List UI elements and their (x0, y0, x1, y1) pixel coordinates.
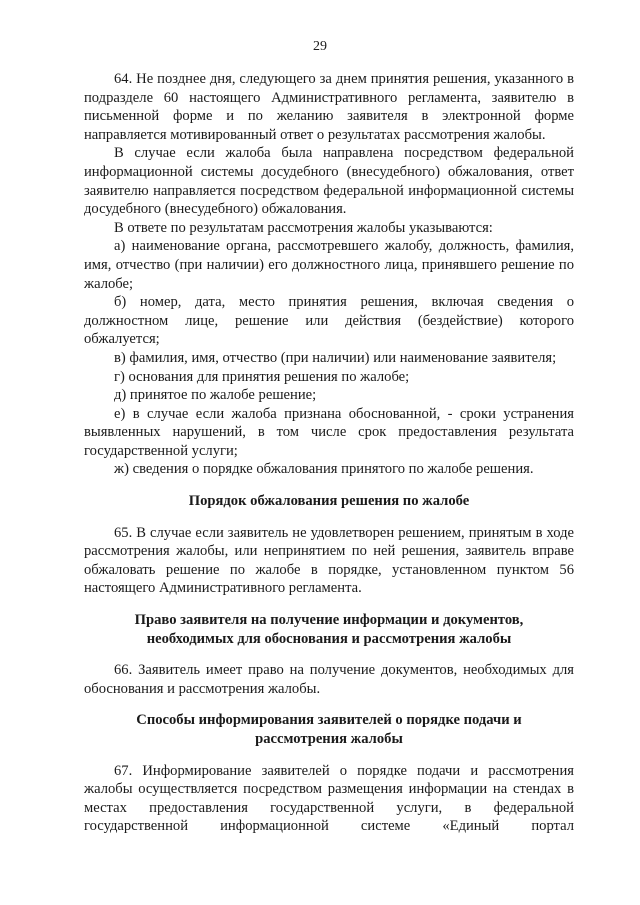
heading-informing-line-1: Способы информирования заявителей о порядке подачи и (136, 712, 522, 729)
list-item-v: в) фамилия, имя, отчество (при наличии) или наименование заявителя; (114, 349, 557, 366)
heading-appeal-procedure: Порядок обжалования решения по жалобе (188, 493, 470, 510)
heading-informing-line-2: рассмотрения жалобы (255, 731, 403, 747)
page-number: 29 (313, 39, 327, 54)
list-item-d: д) принятое по жалобе решение; (114, 387, 317, 404)
list-item-zh: ж) сведения о порядке обжалования принятого по жалобе решения. (114, 461, 534, 478)
paragraph-65: 65. В случае если заявитель не удовлетворен решением, принятым в ходе рассмотрения жалобы, или непринятием по ней решения, заявитель вправе обжаловать решение по жалобе в порядке, установленном пунктом 56 настоящего Административного регламента. (84, 524, 574, 597)
list-item-e: е) в случае если жалоба признана обоснованной, - сроки устранения выявленных нарушений, в том числе срок предоставления результата государственной услуги; (84, 405, 574, 459)
paragraph-64-list-intro: В ответе по результатам рассмотрения жалобы указываются: (114, 219, 493, 236)
heading-rights-line-1: Право заявителя на получение информации и документов, (134, 612, 524, 629)
list-item-a: а) наименование органа, рассмотревшего жалобу, должность, фамилия, имя, отчество (при наличии) его должностного лица, принявшего решение по жалобе; (84, 238, 574, 292)
page-content (84, 70, 574, 836)
paragraph-64-system: В случае если жалоба была направлена посредством федеральной информационной системы досудебного (внесудебного) обжалования, ответ заявителю направляется посредством федеральной информационной системы досудебного (внесудебного) обжалования. (84, 145, 574, 218)
list-item-b: б) номер, дата, место принятия решения, включая сведения о должностном лице, решение или действия (бездействие) которого обжалуется; (84, 294, 574, 348)
paragraph-67: 67. Информирование заявителей о порядке подачи и рассмотрения жалобы осуществляется посредством размещения информации на стендах в местах предоставления государственной услуги, в федеральной государственной информационной системе «Единый портал (84, 762, 574, 835)
paragraph-66: 66. Заявитель имеет право на получение документов, необходимых для обоснования и рассмотрения жалобы. (84, 662, 574, 697)
heading-rights-line-2: необходимых для обоснования и рассмотрения жалобы (146, 630, 512, 647)
paragraph-64: 64. Не позднее дня, следующего за днем принятия решения, указанного в подразделе 60 настоящего Административного регламента, заявителю в письменной форме и по желанию заявителя в электронной форме направляется мотивированный ответ о результатах рассмотрения жалобы. (84, 71, 574, 143)
list-item-g: г) основания для принятия решения по жалобе; (114, 368, 410, 385)
